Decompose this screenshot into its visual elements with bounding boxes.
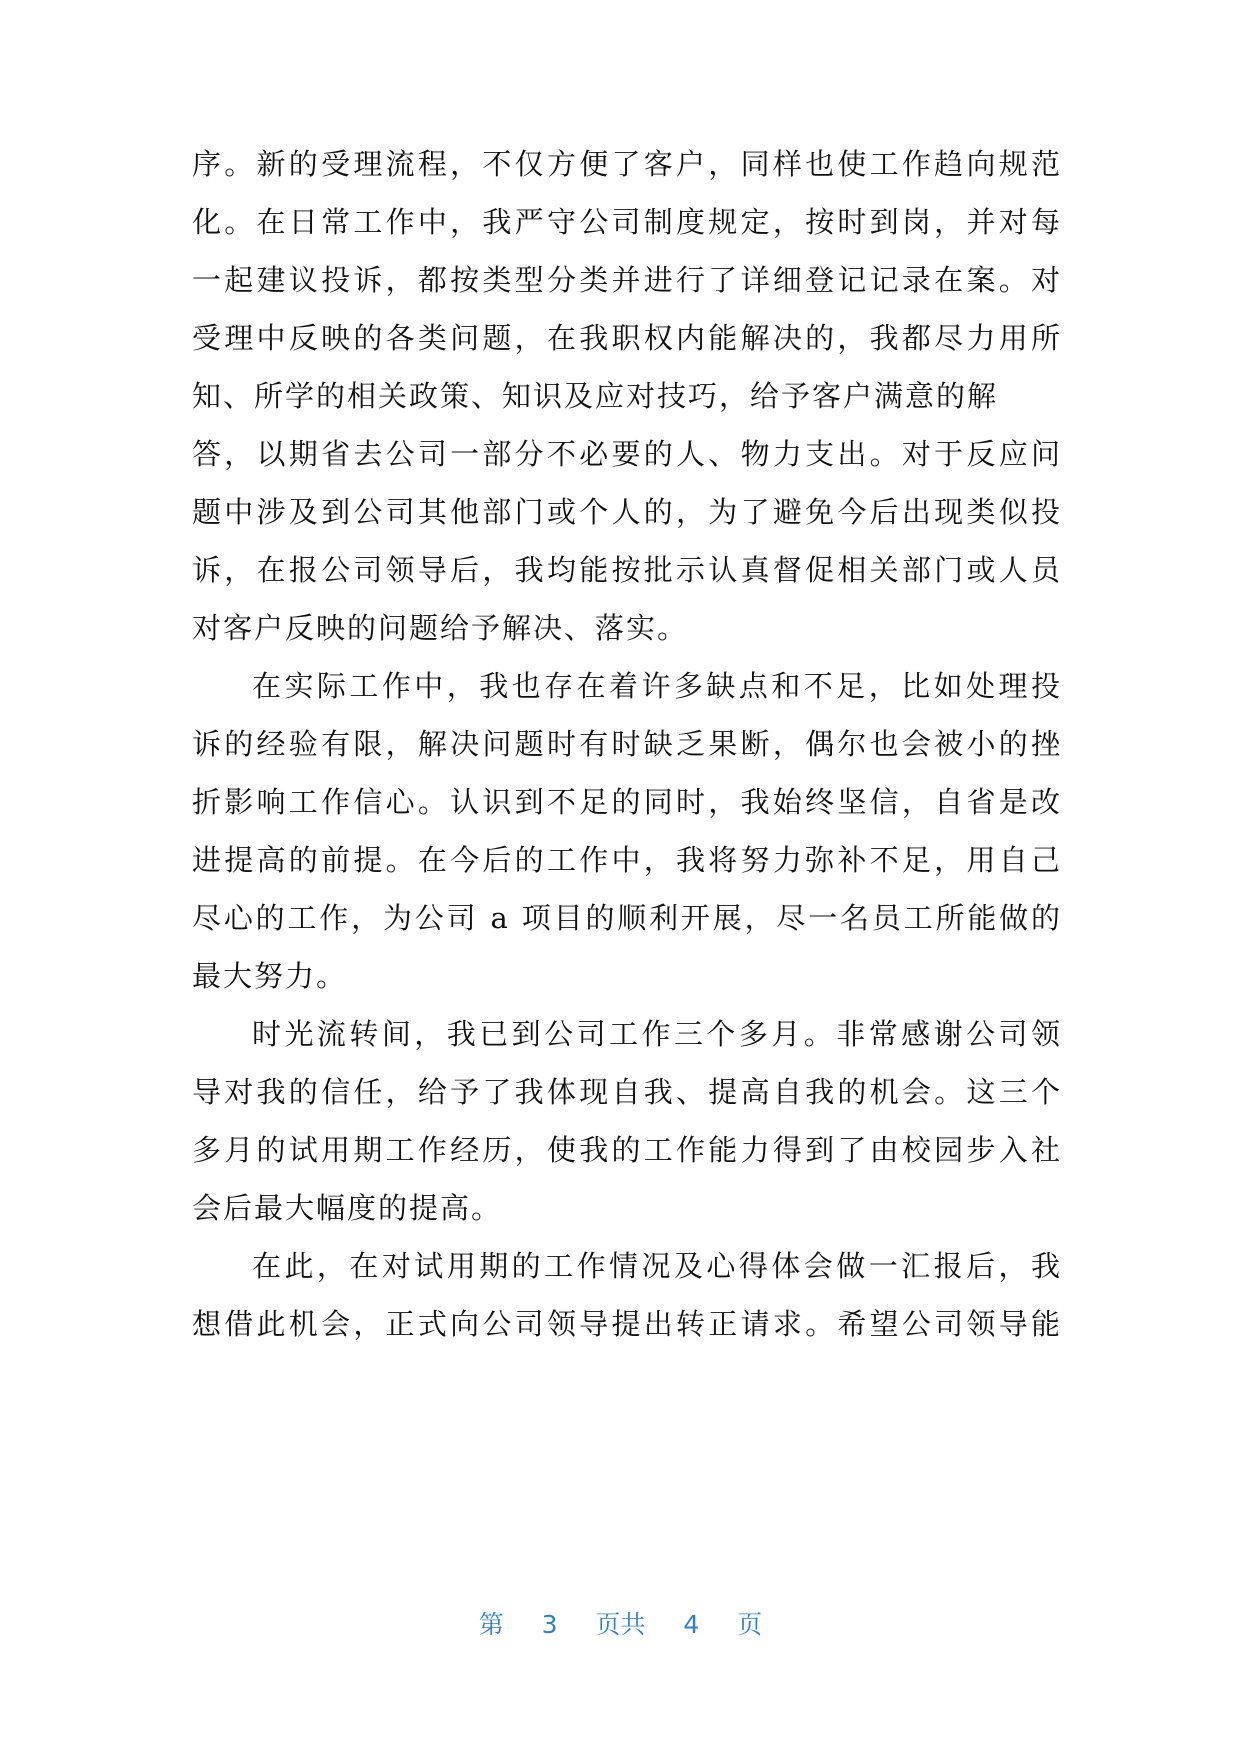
text-line: 诉，在报公司领导后，我均能按批示认真督促相关部门或人员: [192, 553, 1062, 587]
text-line: 尽心的工作，为公司 a 项目的顺利开展，尽一名员工所能做的: [192, 901, 1062, 935]
footer-suffix: 页: [737, 1610, 763, 1639]
text-line: 受理中反映的各类问题，在我职权内能解决的，我都尽力用所: [192, 321, 1062, 355]
text-line: 多月的试用期工作经历，使我的工作能力得到了由校园步入社: [192, 1133, 1062, 1167]
text-line: 序。新的受理流程，不仅方便了客户，同样也使工作趋向规范: [192, 147, 1062, 181]
paragraph-start-line: 时光流转间，我已到公司工作三个多月。非常感谢公司领: [252, 1017, 1062, 1051]
text-line: 答，以期省去公司一部分不必要的人、物力支出。对于反应问: [192, 437, 1062, 471]
text-line: 诉的经验有限，解决问题时有时缺乏果断，偶尔也会被小的挫: [192, 727, 1062, 761]
total-pages-number: 4: [683, 1610, 700, 1639]
text-line: 一起建议投诉，都按类型分类并进行了详细登记记录在案。对: [192, 263, 1062, 297]
text-line: 题中涉及到公司其他部门或个人的，为了避免今后出现类似投: [192, 495, 1062, 529]
text-line: 导对我的信任，给予了我体现自我、提高自我的机会。这三个: [192, 1075, 1062, 1109]
text-line: 进提高的前提。在今后的工作中，我将努力弥补不足，用自己: [192, 843, 1062, 877]
text-line: 最大努力。: [192, 959, 348, 993]
footer-middle: 页共: [595, 1610, 646, 1639]
paragraph-start-line: 在实际工作中，我也存在着许多缺点和不足，比如处理投: [252, 669, 1062, 703]
text-line: 化。在日常工作中，我严守公司制度规定，按时到岗，并对每: [192, 205, 1062, 239]
footer-prefix: 第: [478, 1610, 504, 1639]
current-page-number: 3: [541, 1610, 558, 1639]
text-line: 对客户反映的问题给予解决、落实。: [192, 611, 689, 645]
text-line: 知、所学的相关政策、知识及应对技巧，给予客户满意的解: [192, 379, 999, 413]
page-footer: [0, 1605, 1241, 1645]
text-line: 会后最大幅度的提高。: [192, 1191, 503, 1225]
text-line: 想借此机会，正式向公司领导提出转正请求。希望公司领导能: [192, 1307, 1062, 1341]
paragraph-start-line: 在此，在对试用期的工作情况及心得体会做一汇报后，我: [252, 1249, 1062, 1283]
text-line: 折影响工作信心。认识到不足的同时，我始终坚信，自省是改: [192, 785, 1062, 819]
